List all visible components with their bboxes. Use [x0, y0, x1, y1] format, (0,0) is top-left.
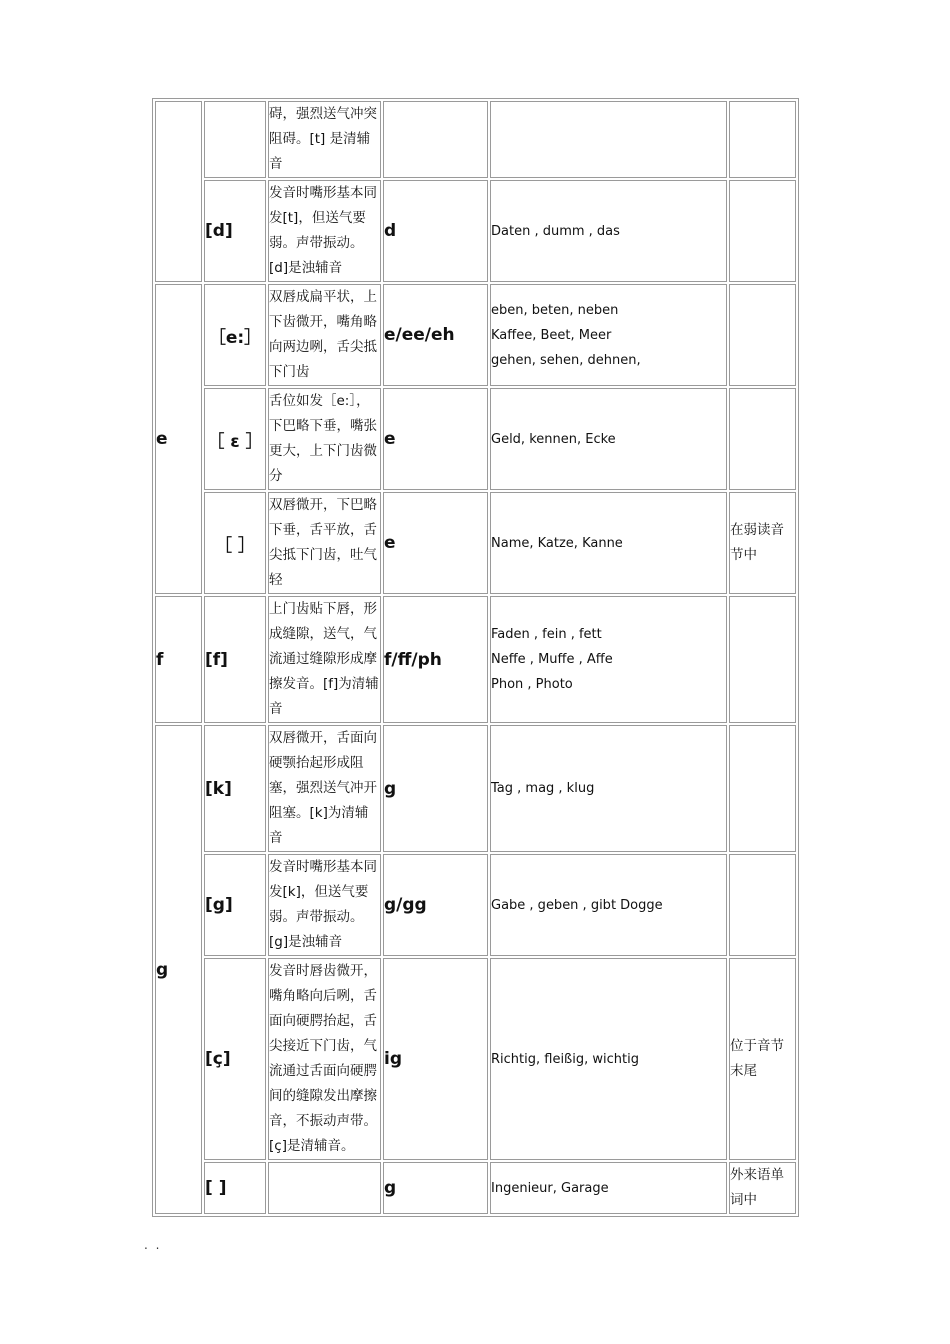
- examples-cell: [490, 492, 727, 594]
- letter-cell-g: g: [155, 725, 202, 1214]
- ipa-cell: [k]: [204, 725, 266, 852]
- description-cell: 发音时嘴形基本同发[t]，但送气要弱。声带振动。[d]是浊辅音: [268, 180, 381, 282]
- ipa-cell: [ç]: [204, 958, 266, 1160]
- description-cell: 发音时嘴形基本同发[k]，但送气要弱。声带振动。[g]是浊辅音: [268, 854, 381, 956]
- spelling-cell: d: [383, 180, 488, 282]
- letter-cell-e: e: [155, 284, 202, 594]
- table-row: [155, 388, 796, 490]
- examples-cell: [490, 596, 727, 723]
- ipa-cell: [g]: [204, 854, 266, 956]
- note-cell: [729, 101, 796, 178]
- spelling-cell: e: [383, 492, 488, 594]
- example-line: Neffe , Muffe , Affe: [491, 652, 613, 667]
- example-line: gehen, sehen, dehnen,: [491, 352, 641, 368]
- spelling-cell: e/ee/eh: [383, 284, 488, 386]
- description-cell: 上门齿贴下唇，形成缝隙，送气，气流通过缝隙形成摩擦发音。[f]为清辅音: [268, 596, 381, 723]
- table-row: [155, 101, 796, 178]
- ipa-cell: ［ ］: [204, 492, 266, 594]
- note-cell: [729, 388, 796, 490]
- spelling-cell: g/gg: [383, 854, 488, 956]
- example-line: Name, Katze, Kanne: [491, 535, 623, 551]
- example-line: Richtig, fleißig, wichtig: [491, 1051, 639, 1067]
- table-row: [155, 854, 796, 956]
- pronunciation-table: [152, 98, 799, 1217]
- spelling-cell: g: [383, 1162, 488, 1214]
- note-cell: 位于音节末尾: [729, 958, 796, 1160]
- description-cell: [268, 1162, 381, 1214]
- note-cell: [729, 596, 796, 723]
- description-cell: 舌位如发［e:］，下巴略下垂，嘴张更大，上下门齿微分: [268, 388, 381, 490]
- example-line: Gabe , geben , gibt Dogge: [491, 897, 663, 913]
- ipa-cell: [d]: [204, 180, 266, 282]
- example-line: Tag , mag , klug: [491, 781, 595, 796]
- ipa-cell: [f]: [204, 596, 266, 723]
- ipa-cell: [ ]: [204, 1162, 266, 1214]
- table-row: [155, 492, 796, 594]
- note-cell: 在弱读音节中: [729, 492, 796, 594]
- page-footer-dots: . .: [144, 1238, 162, 1252]
- examples-cell: [490, 725, 727, 852]
- example-line: Kaffee, Beet, Meer: [491, 327, 612, 343]
- description-cell: 双唇微开，舌面向硬颚抬起形成阻塞，强烈送气冲开阻塞。[k]为清辅音: [268, 725, 381, 852]
- example-line: eben, beten, neben: [491, 302, 619, 318]
- table-row: [155, 596, 796, 723]
- table-row: [155, 284, 796, 386]
- example-line: Ingenieur, Garage: [491, 1180, 609, 1196]
- examples-cell: [490, 101, 727, 178]
- examples-cell: [490, 284, 727, 386]
- description-cell: 双唇微开，下巴略下垂，舌平放，舌尖抵下门齿，吐气轻: [268, 492, 381, 594]
- spelling-cell: e: [383, 388, 488, 490]
- description-cell: 发音时唇齿微开，嘴角略向后咧，舌面向硬腭抬起，舌尖接近下门齿，气流通过舌面向硬腭间的缝隙发出摩擦音，不振动声带。[ç]是清辅音。: [268, 958, 381, 1160]
- examples-cell: [490, 1162, 727, 1214]
- spelling-cell: f/ff/ph: [383, 596, 488, 723]
- table-row: [155, 958, 796, 1160]
- note-cell: [729, 180, 796, 282]
- description-cell: 碍，强烈送气冲突阻碍。[t] 是清辅音: [268, 101, 381, 178]
- examples-cell: [490, 180, 727, 282]
- ipa-cell: [204, 101, 266, 178]
- note-cell: [729, 284, 796, 386]
- ipa-cell: ［ ε ］: [204, 388, 266, 490]
- ipa-cell: ［e:］: [204, 284, 266, 386]
- examples-cell: [490, 958, 727, 1160]
- note-cell: 外来语单词中: [729, 1162, 796, 1214]
- spelling-cell: ig: [383, 958, 488, 1160]
- example-line: Faden , fein , fett: [491, 627, 602, 642]
- table-row: [155, 180, 796, 282]
- examples-cell: [490, 854, 727, 956]
- spelling-cell: g: [383, 725, 488, 852]
- description-cell: 双唇成扁平状，上下齿微开，嘴角略向两边咧，舌尖抵下门齿: [268, 284, 381, 386]
- note-cell: [729, 854, 796, 956]
- example-line: Daten , dumm , das: [491, 223, 620, 239]
- spelling-cell: [383, 101, 488, 178]
- table-row: [155, 1162, 796, 1214]
- examples-cell: [490, 388, 727, 490]
- letter-cell-f: f: [155, 596, 202, 723]
- letter-cell: [155, 101, 202, 282]
- note-cell: [729, 725, 796, 852]
- example-line: Phon , Photo: [491, 677, 573, 692]
- example-line: Geld, kennen, Ecke: [491, 431, 616, 447]
- table-row: [155, 725, 796, 852]
